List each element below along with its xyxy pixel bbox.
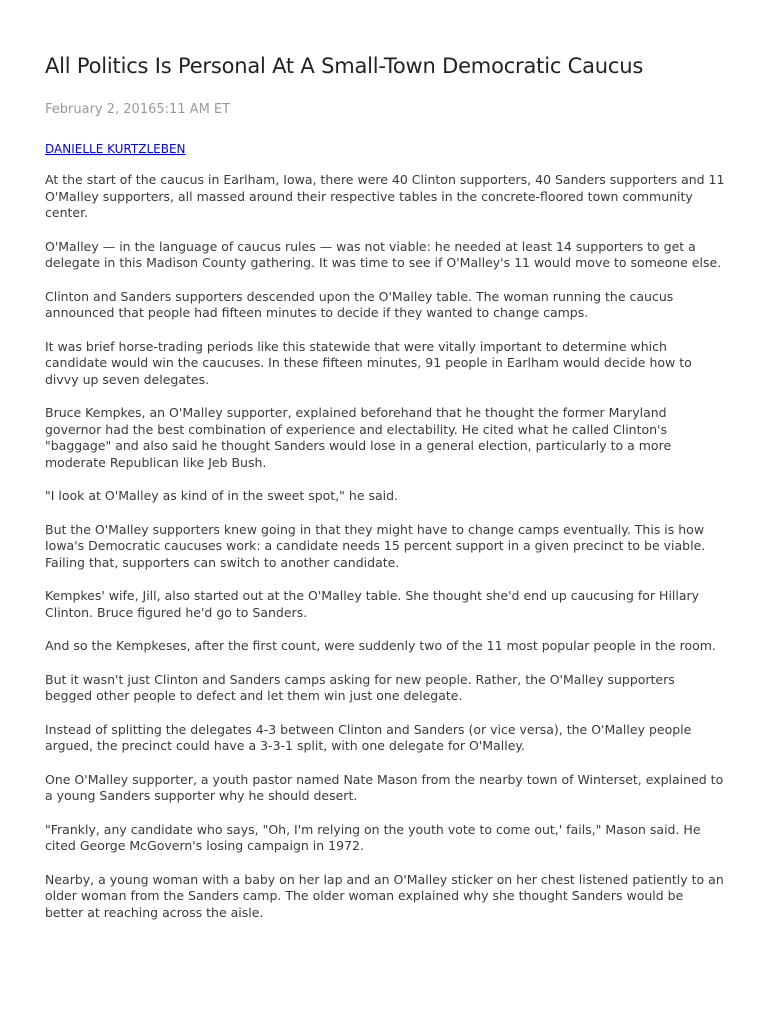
article <box>45 50 725 938</box>
paragraph-11: Instead of splitting the delegates 4-3 between Clinton and Sanders (or vice versa), the O'Malley people argued, the precinct could have a 3-3-1 split, with one delegate for O'Malley. <box>45 721 692 753</box>
paragraph-5: Bruce Kempkes, an O'Malley supporter, explained beforehand that he thought the former Maryland governor had the best combination of experience and electability. He cited what he called Clinton's "baggage" and also said he thought Sanders would lose in a general election, particularly to a more moderate Republican like Jeb Bush. <box>45 405 672 470</box>
paragraph-9: And so the Kempkeses, after the first count, were suddenly two of the 11 most popular people in the room. <box>45 638 716 653</box>
paragraph-10: But it wasn't just Clinton and Sanders camps asking for new people. Rather, the O'Malley supporters begged other people to defect and let them win just one delegate. <box>45 671 675 703</box>
paragraph-8: Kempkes' wife, Jill, also started out at the O'Malley table. She thought she'd end up caucusing for Hillary Clinton. Bruce figured he'd go to Sanders. <box>45 588 700 620</box>
paragraph-3: Clinton and Sanders supporters descended upon the O'Malley table. The woman running the caucus announced that people had fifteen minutes to decide if they wanted to change camps. <box>45 288 674 320</box>
author-link[interactable]: DANIELLE KURTZLEBEN <box>45 142 186 156</box>
paragraph-14: Nearby, a young woman with a baby on her lap and an O'Malley sticker on her chest listened patiently to an older woman from the Sanders camp. The older woman explained why she thought Sanders would be better at reaching across the aisle. <box>45 871 724 920</box>
paragraph-4: It was brief horse-trading periods like this statewide that were vitally important to determine which candidate would win the caucuses. In these fifteen minutes, 91 people in Earlham would decide how to divvy up seven delegates. <box>45 338 692 387</box>
paragraph-13: "Frankly, any candidate who says, "Oh, I'm relying on the youth vote to come out,' fails," Mason said. He cited George McGovern's losing campaign in 1972. <box>45 821 701 853</box>
paragraph-1: At the start of the caucus in Earlham, Iowa, there were 40 Clinton supporters, 40 Sanders supporters and 11 O'Malley supporters, all massed around their respective tables in the concrete-floored town community center. <box>45 172 725 220</box>
paragraph-6: "I look at O'Malley as kind of in the sweet spot," he said. <box>45 488 399 503</box>
paragraph-2: O'Malley — in the language of caucus rules — was not viable: he needed at least 14 supporters to get a delegate in this Madison County gathering. It was time to see if O'Malley's 11 would move to someone else. <box>45 238 722 270</box>
article-dateline: February 2, 20165:11 AM ET <box>45 102 231 117</box>
article-body <box>45 172 725 921</box>
paragraph-7: But the O'Malley supporters knew going in that they might have to change camps eventually. This is how Iowa's Democratic caucuses work: a candidate needs 15 percent support in a given precinct to be viable. Failing that, supporters can switch to another candidate. <box>45 521 706 570</box>
article-headline: All Politics Is Personal At A Small-Town Democratic Caucus <box>45 54 644 78</box>
paragraph-12: One O'Malley supporter, a youth pastor named Nate Mason from the nearby town of Winterset, explained to a young Sanders supporter why he should desert. <box>45 771 724 803</box>
